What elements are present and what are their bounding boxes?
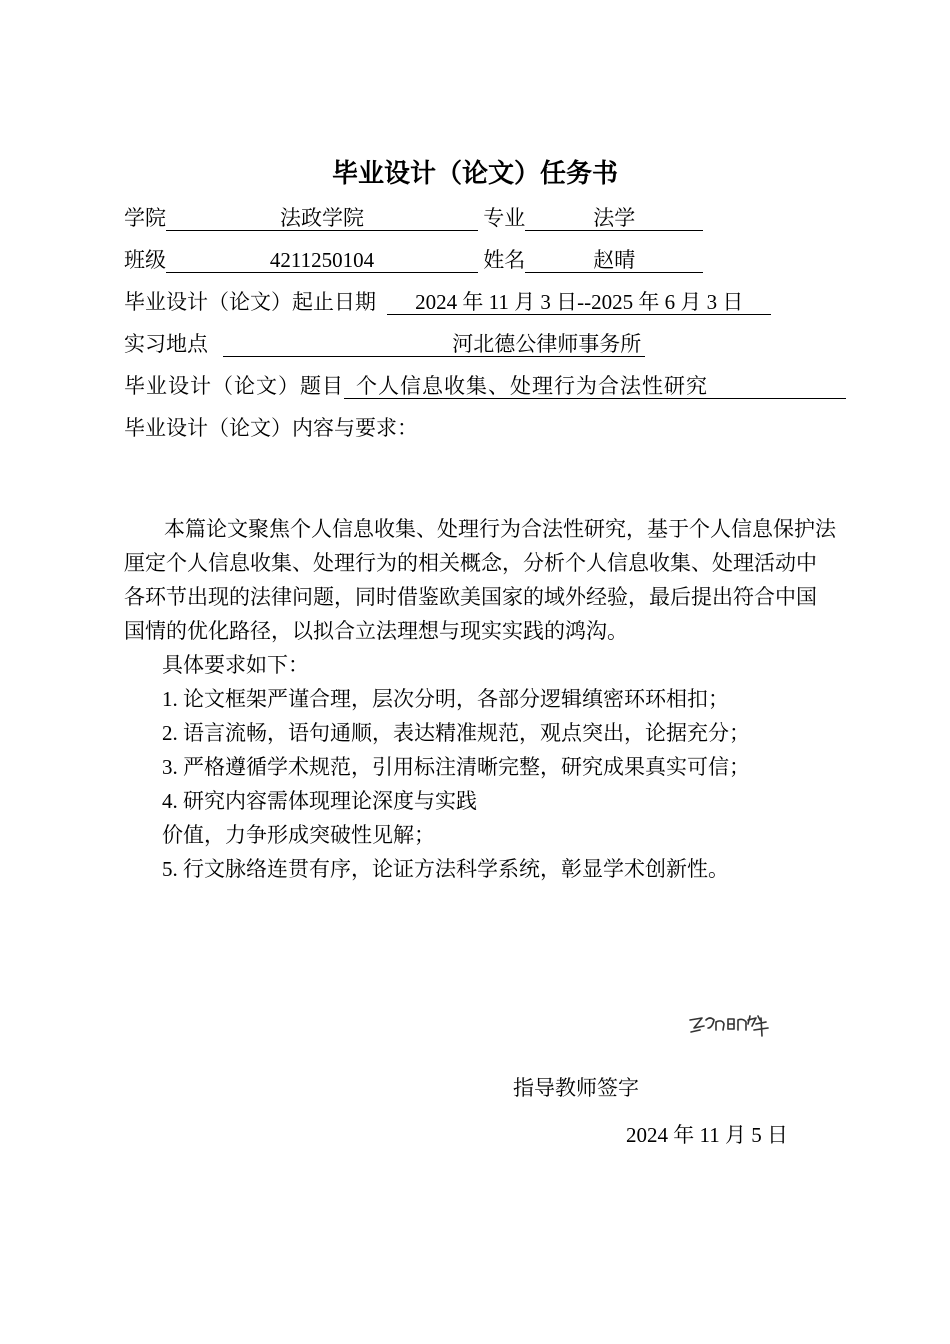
name-value: 赵晴 (525, 248, 703, 273)
advisor-signature-label: 指导教师签字 (513, 1076, 639, 1100)
major-value: 法学 (525, 206, 703, 231)
requirement-2: 2. 语言流畅，语句通顺，表达精准规范，观点突出，论据充分； (162, 721, 750, 745)
content-label: 毕业设计（论文）内容与要求： (124, 416, 418, 440)
class-row (124, 246, 703, 274)
intro-paragraph: 本篇论文聚焦个人信息收集、处理行为合法性研究，基于个人信息保护法厘定个人信息收集、处理行为的相关概念，分析个人信息收集、处理活动中各环节出现的法律问题，同时借鉴欧美国家的域外经验，最后提出符合中国国情的优化路径，以拟合立法理想与现实实践的鸿沟。 (124, 517, 836, 643)
requirements-heading: 具体要求如下： (162, 653, 309, 677)
location-value: 河北德公律师事务所 (223, 332, 645, 357)
location-row (124, 330, 645, 358)
content-body (124, 512, 836, 886)
college-label: 学院 (124, 206, 166, 230)
dates-row (124, 288, 771, 316)
topic-label: 毕业设计（论文）题目 (124, 374, 344, 398)
page-title: 毕业设计（论文）任务书 (331, 159, 618, 188)
dates-label: 毕业设计（论文）起止日期 (124, 290, 376, 314)
requirement-3: 3. 严格遵循学术规范，引用标注清晰完整，研究成果真实可信； (162, 755, 750, 779)
requirement-4-continued: 价值，力争形成突破性见解； (162, 823, 435, 847)
dates-value: 2024 年 11 月 3 日--2025 年 6 月 3 日 (387, 290, 771, 315)
class-label: 班级 (124, 248, 166, 272)
major-label: 专业 (483, 206, 526, 230)
requirement-4: 4. 研究内容需体现理论深度与实践 (162, 789, 477, 813)
signature-date: 2024 年 11 月 5 日 (626, 1123, 788, 1147)
location-label: 实习地点 (124, 332, 208, 356)
topic-row (124, 372, 846, 400)
handwritten-signature-icon (686, 1006, 776, 1046)
name-label: 姓名 (483, 248, 526, 272)
college-value: 法政学院 (166, 206, 478, 231)
class-value: 4211250104 (166, 248, 478, 273)
requirement-1: 1. 论文框架严谨合理，层次分明，各部分逻辑缜密环环相扣； (162, 687, 729, 711)
topic-value: 个人信息收集、处理行为合法性研究 (344, 374, 846, 399)
requirement-5: 5. 行文脉络连贯有序，论证方法科学系统，彰显学术创新性。 (162, 857, 729, 881)
college-row (124, 204, 703, 232)
